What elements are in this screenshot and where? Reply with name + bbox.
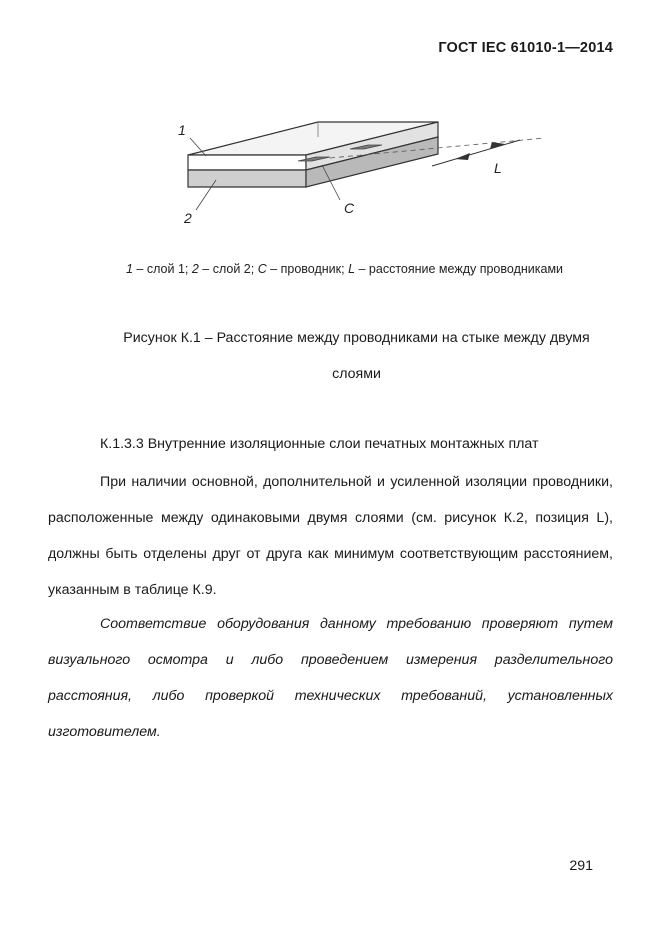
figure-caption <box>100 320 613 392</box>
label-conductor: C <box>344 200 355 216</box>
layer2-front-face <box>188 170 306 187</box>
document-code-header: ГОСТ IEC 61010-1—2014 <box>438 40 613 56</box>
legend-text-1: – слой 1; <box>132 262 192 276</box>
legend-key-2: 2 <box>191 262 199 276</box>
legend-key-l: L <box>348 262 356 276</box>
legend-key-c: C <box>257 262 267 276</box>
figure-legend <box>126 262 563 276</box>
legend-key-1: 1 <box>126 262 133 276</box>
label-layer-1: 1 <box>178 122 186 138</box>
label-distance: L <box>494 160 502 176</box>
figure-k1 <box>0 0 661 240</box>
legend-text-2: – слой 2; <box>198 262 258 276</box>
section-heading: К.1.3.3 Внутренние изоляционные слои печатных монтажных плат <box>100 436 539 452</box>
layers-diagram <box>0 0 661 240</box>
caption-line-1: Рисунок К.1 – Расстояние между проводниками на стыке между двумя <box>123 330 590 346</box>
legend-text-l: – расстояние между проводниками <box>355 262 564 276</box>
arrow-head-lower <box>455 153 470 160</box>
legend-text-c: – проводник; <box>266 262 349 276</box>
paragraph-compliance: Соответствие оборудования данному требованию проверяют путем визуального осмотра и либо проведением измерения разделительного расстояния, либо проверкой технических требований, установленных изготовителем. <box>48 616 613 740</box>
page-number: 291 <box>569 858 593 874</box>
layer1-front-face <box>188 155 306 170</box>
caption-line-2: слоями <box>332 366 381 382</box>
distance-line <box>432 140 520 166</box>
paragraph-requirement: При наличии основной, дополнительной и усиленной изоляции проводники, расположенные между одинаковыми двумя слоями (см. рисунок К.2, позиция L), должны быть отделены друг от друга как минимум соответствующим расстоянием, указанным в таблице К.9. <box>48 474 613 598</box>
label-layer-2: 2 <box>184 210 192 226</box>
